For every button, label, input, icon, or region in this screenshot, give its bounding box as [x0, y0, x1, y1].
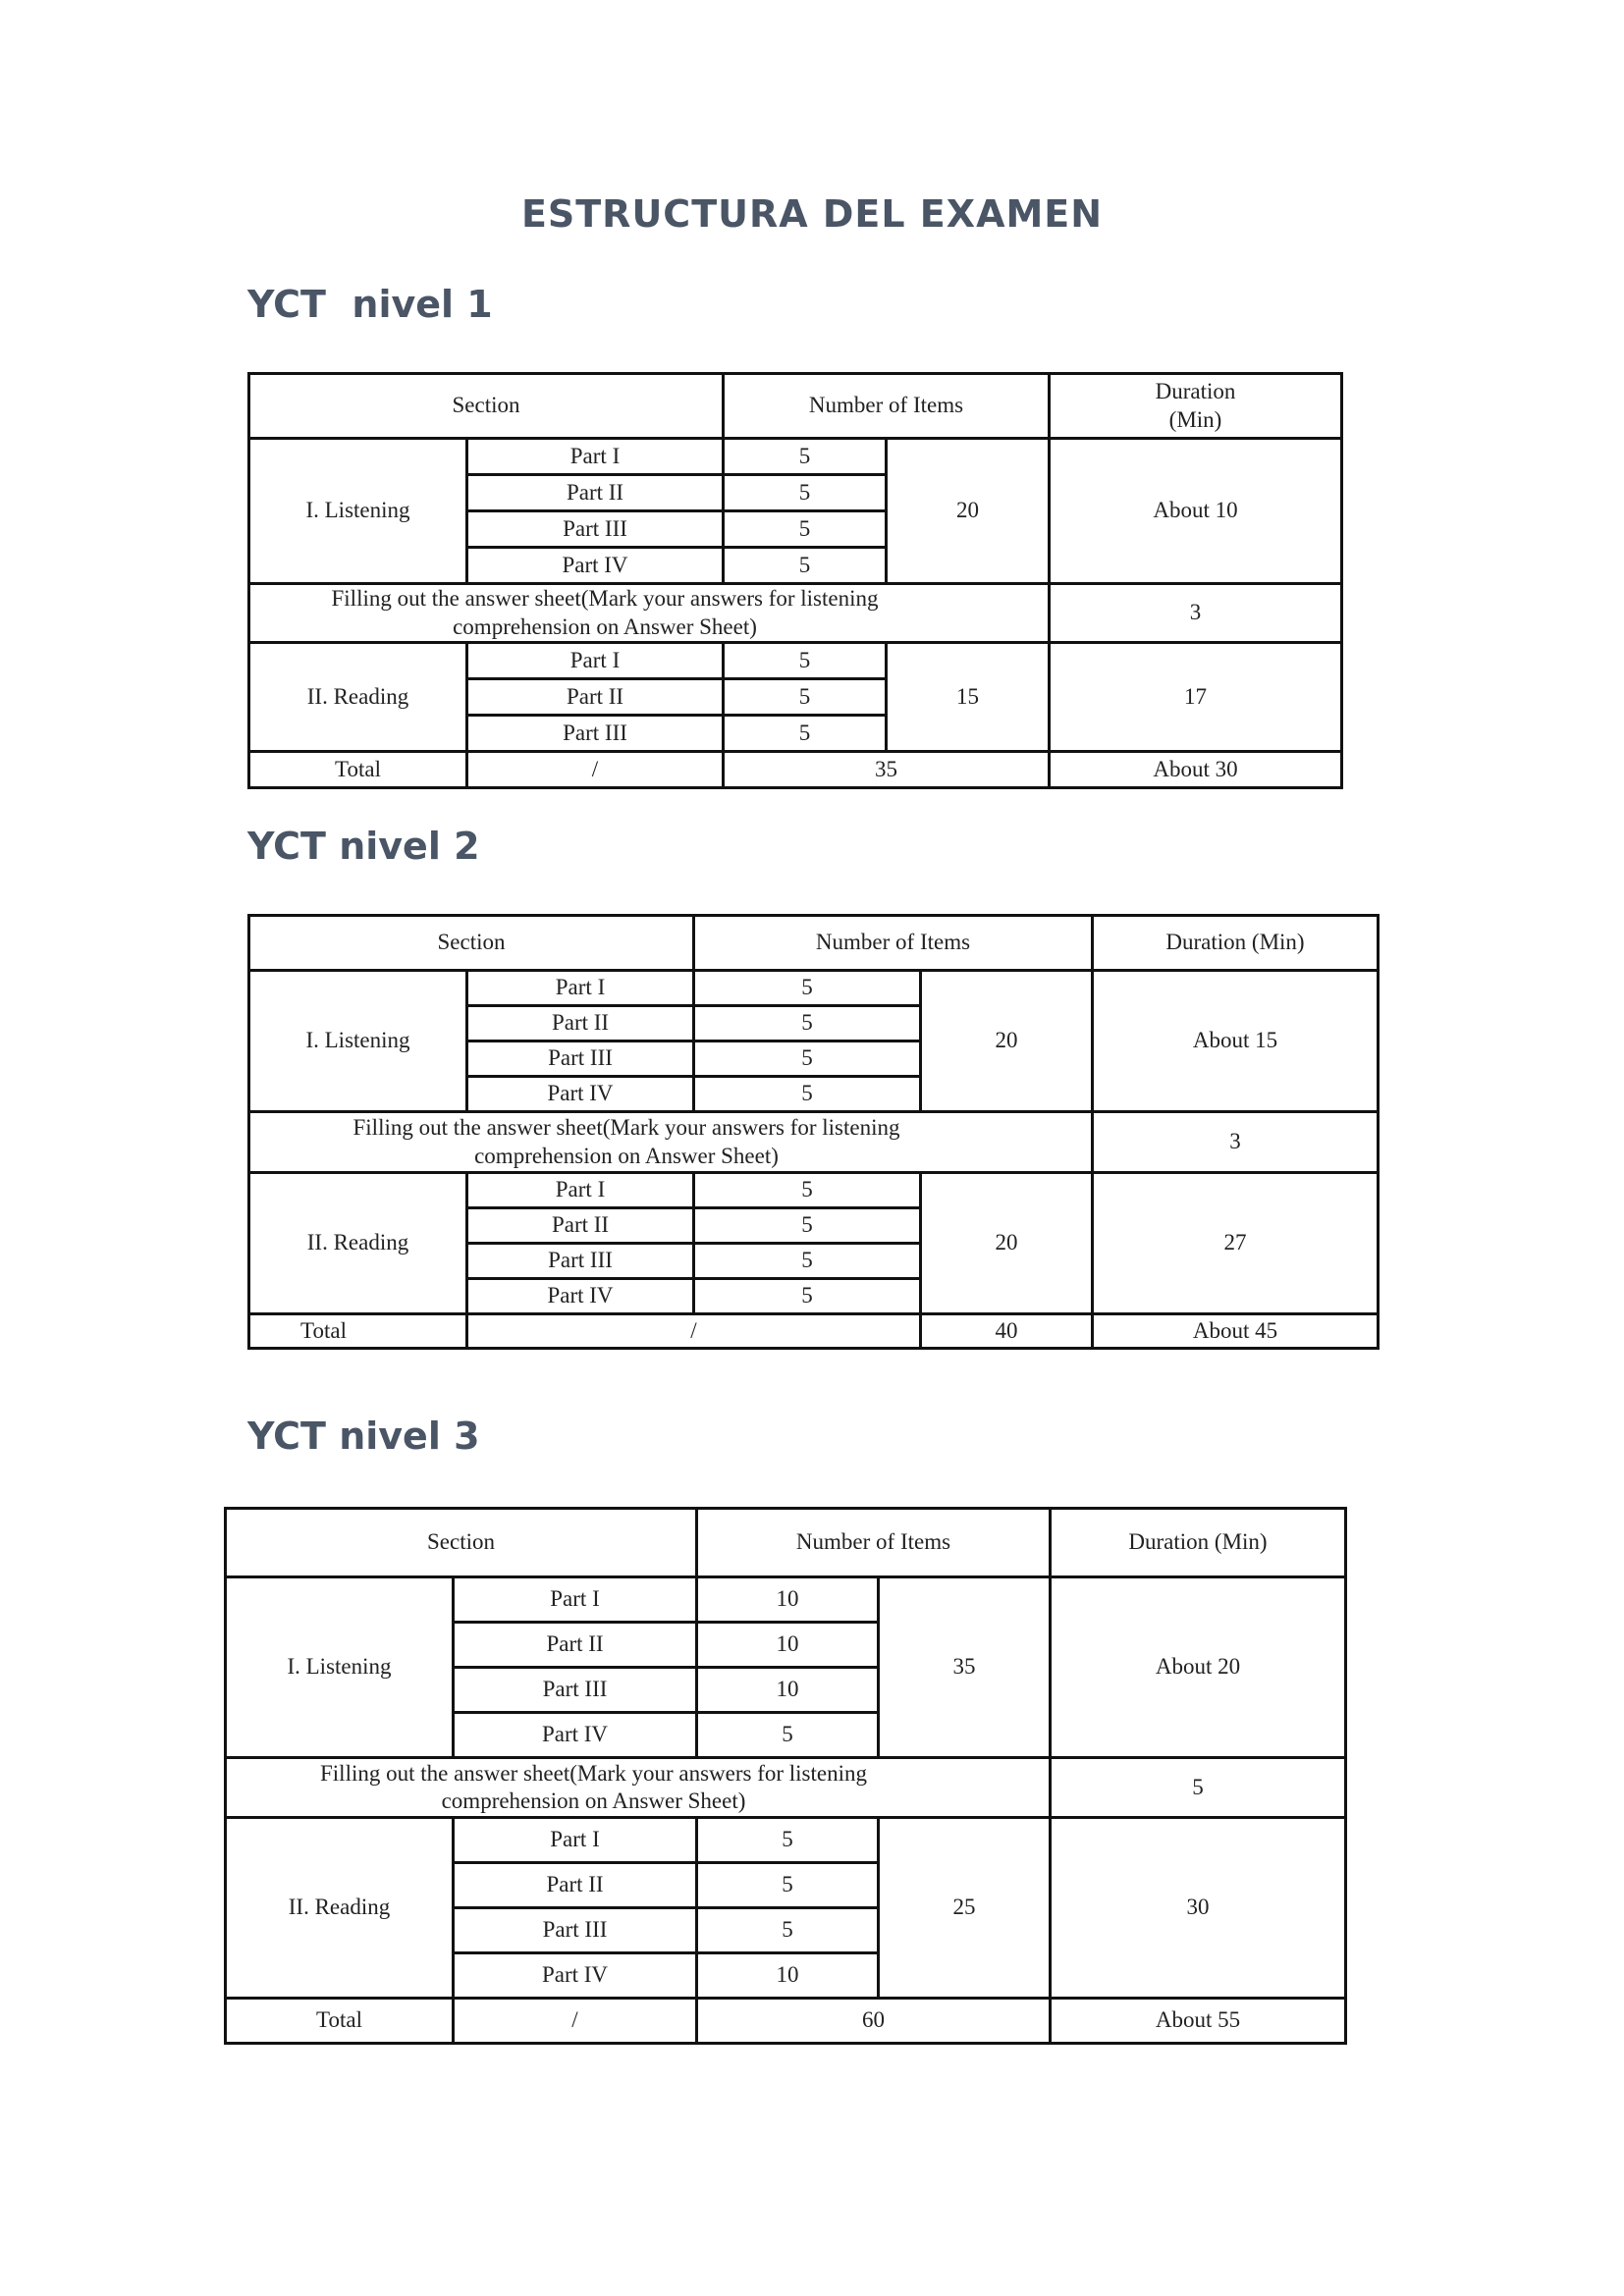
total-duration: About 30	[1050, 752, 1342, 788]
total-label: Total	[249, 1314, 467, 1349]
part-label: Part III	[467, 716, 724, 752]
part-item-count: 5	[724, 548, 887, 584]
duration-header: Duration (Min)	[1093, 916, 1379, 971]
part-item-count: 5	[697, 1818, 879, 1863]
table-row	[249, 643, 1342, 679]
table-row	[249, 1173, 1379, 1208]
total-slash: /	[467, 752, 724, 788]
section-header: Section	[249, 916, 694, 971]
header-row	[249, 916, 1379, 971]
table-row	[226, 1818, 1346, 1863]
listening-label: I. Listening	[249, 971, 467, 1112]
part-label: Part III	[454, 1668, 697, 1713]
reading-label: II. Reading	[249, 643, 467, 752]
answer-sheet-duration: 5	[1051, 1758, 1346, 1818]
section-header: Section	[249, 374, 724, 439]
part-item-count: 5	[694, 1006, 921, 1041]
answer-sheet-row	[249, 584, 1342, 643]
header-row	[249, 374, 1342, 439]
total-row	[249, 1314, 1379, 1349]
level-heading: YCT nivel 2	[247, 825, 480, 868]
part-item-count: 5	[694, 1244, 921, 1279]
reading-total-items: 20	[921, 1173, 1093, 1314]
part-label: Part I	[454, 1818, 697, 1863]
part-label: Part I	[467, 643, 724, 679]
part-label: Part IV	[467, 548, 724, 584]
listening-label: I. Listening	[249, 439, 467, 584]
listening-duration: About 20	[1051, 1577, 1346, 1758]
total-items: 60	[697, 1999, 1051, 2044]
part-label: Part IV	[467, 1077, 694, 1112]
part-item-count: 5	[724, 439, 887, 475]
part-item-count: 5	[697, 1863, 879, 1908]
total-duration: About 55	[1051, 1999, 1346, 2044]
part-item-count: 10	[697, 1577, 879, 1623]
part-label: Part IV	[454, 1953, 697, 1999]
duration-header: Duration (Min)	[1050, 374, 1342, 439]
part-label: Part II	[467, 679, 724, 716]
part-label: Part IV	[454, 1713, 697, 1758]
part-item-count: 5	[694, 971, 921, 1006]
total-label: Total	[249, 752, 467, 788]
part-item-count: 5	[694, 1077, 921, 1112]
part-item-count: 5	[724, 511, 887, 548]
level-heading: YCT nivel 3	[247, 1415, 480, 1458]
part-label: Part II	[467, 475, 724, 511]
duration-header: Duration (Min)	[1051, 1509, 1346, 1577]
part-item-count: 5	[694, 1279, 921, 1314]
part-label: Part I	[467, 1173, 694, 1208]
page-title: ESTRUCTURA DEL EXAMEN	[520, 192, 1104, 236]
listening-total-items: 20	[887, 439, 1050, 584]
total-row	[249, 752, 1342, 788]
listening-duration: About 10	[1050, 439, 1342, 584]
header-row	[226, 1509, 1346, 1577]
exam-table	[247, 372, 1343, 789]
part-label: Part III	[467, 1041, 694, 1077]
part-label: Part IV	[467, 1279, 694, 1314]
answer-sheet-label: Filling out the answer sheet(Mark your answers for listening comprehension on Answer Sheet)	[249, 584, 1050, 643]
part-item-count: 10	[697, 1668, 879, 1713]
section-header: Section	[226, 1509, 697, 1577]
part-label: Part III	[467, 1244, 694, 1279]
part-item-count: 10	[697, 1953, 879, 1999]
answer-sheet-row	[249, 1112, 1379, 1173]
total-row	[226, 1999, 1346, 2044]
items-header: Number of Items	[697, 1509, 1051, 1577]
level-heading: YCT nivel 1	[247, 283, 493, 326]
part-label: Part III	[454, 1908, 697, 1953]
reading-duration: 30	[1051, 1818, 1346, 1999]
exam-table	[247, 914, 1380, 1350]
part-label: Part I	[454, 1577, 697, 1623]
reading-label: II. Reading	[226, 1818, 454, 1999]
total-items: 40	[921, 1314, 1093, 1349]
total-items: 35	[724, 752, 1050, 788]
part-item-count: 5	[694, 1173, 921, 1208]
exam-table	[224, 1507, 1347, 2045]
part-item-count: 5	[694, 1208, 921, 1244]
answer-sheet-label: Filling out the answer sheet(Mark your answers for listening comprehension on Answer Sheet)	[226, 1758, 1051, 1818]
part-label: Part I	[467, 971, 694, 1006]
part-label: Part I	[467, 439, 724, 475]
part-item-count: 5	[724, 643, 887, 679]
part-label: Part II	[454, 1863, 697, 1908]
part-label: Part III	[467, 511, 724, 548]
total-label: Total	[226, 1999, 454, 2044]
reading-duration: 27	[1093, 1173, 1379, 1314]
table-row	[226, 1577, 1346, 1623]
part-item-count: 5	[694, 1041, 921, 1077]
items-header: Number of Items	[694, 916, 1093, 971]
listening-label: I. Listening	[226, 1577, 454, 1758]
part-item-count: 5	[724, 679, 887, 716]
part-item-count: 5	[697, 1908, 879, 1953]
table-row	[249, 971, 1379, 1006]
part-label: Part II	[454, 1623, 697, 1668]
reading-label: II. Reading	[249, 1173, 467, 1314]
part-item-count: 5	[697, 1713, 879, 1758]
reading-total-items: 15	[887, 643, 1050, 752]
listening-duration: About 15	[1093, 971, 1379, 1112]
answer-sheet-label: Filling out the answer sheet(Mark your answers for listening comprehension on Answer Sheet)	[249, 1112, 1093, 1173]
answer-sheet-duration: 3	[1093, 1112, 1379, 1173]
listening-total-items: 35	[879, 1577, 1051, 1758]
answer-sheet-row	[226, 1758, 1346, 1818]
reading-total-items: 25	[879, 1818, 1051, 1999]
listening-total-items: 20	[921, 971, 1093, 1112]
total-slash: /	[454, 1999, 697, 2044]
total-duration: About 45	[1093, 1314, 1379, 1349]
part-item-count: 5	[724, 475, 887, 511]
answer-sheet-duration: 3	[1050, 584, 1342, 643]
reading-duration: 17	[1050, 643, 1342, 752]
part-label: Part II	[467, 1208, 694, 1244]
table-row	[249, 439, 1342, 475]
total-slash: /	[467, 1314, 921, 1349]
part-label: Part II	[467, 1006, 694, 1041]
part-item-count: 10	[697, 1623, 879, 1668]
items-header: Number of Items	[724, 374, 1050, 439]
part-item-count: 5	[724, 716, 887, 752]
